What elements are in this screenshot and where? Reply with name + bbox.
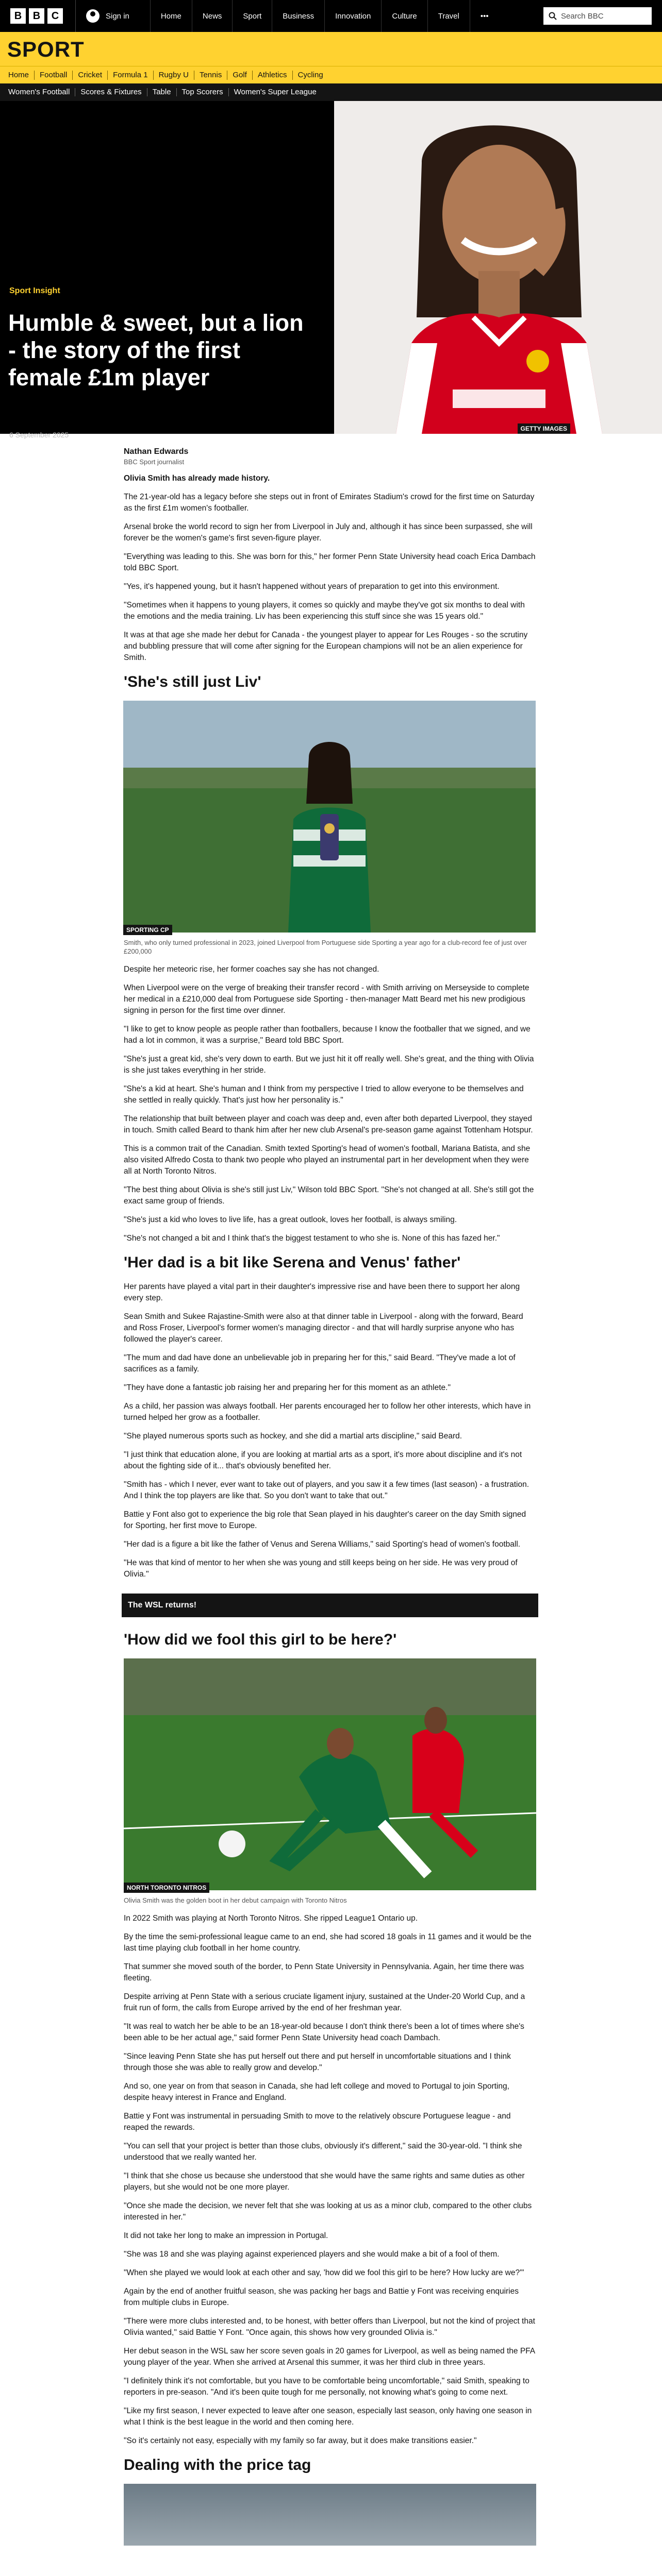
nav-business[interactable]: Business: [272, 0, 324, 32]
section1-paragraph: Despite her meteoric rise, her former coaches say she has not changed.: [124, 965, 379, 974]
sport-nav-formula1[interactable]: Formula 1: [113, 71, 154, 80]
section3-paragraph: In 2022 Smith was playing at North Toronto Nitros. She ripped League1 Ontario up.: [124, 1914, 418, 1923]
promo-label: The WSL returns!: [128, 1601, 197, 1609]
hero: [0, 101, 662, 439]
section2-paragraph: Sean Smith and Sukee Rajastine-Smith were also at that dinner table in Liverpool - along with the forward, Beard and Ross Froser, Liverpool's former women's managing director - and that will hardly surprise anyone who has followed the player's career.: [124, 1312, 523, 1344]
nav-more[interactable]: •••: [470, 0, 499, 32]
section2-paragraph: "I just think that education alone, if you are looking at martial arts as a sport, it's more about discipline and it's not about the fighting side of it... that's obviously benefited her.: [124, 1450, 522, 1470]
figure-caption: Smith, who only turned professional in 2023, joined Liverpool from Portuguese side Sporting a year ago for a club-record fee of just over £200,000: [124, 939, 527, 955]
hero-image-credit: GETTY IMAGES: [518, 423, 570, 434]
section3-paragraph: "When she played we would look at each other and say, 'how did we fool this girl to be here? How lucky are we?'": [124, 2268, 524, 2277]
sport-nav-tennis[interactable]: Tennis: [200, 71, 227, 80]
sign-in-label: Sign in: [106, 11, 129, 21]
section3-paragraph: "You can sell that your project is better than those clubs, obviously it's different," said the 30-year-old. "I think she understood that we really wanted her.: [124, 2142, 522, 2162]
sport-nav-rugby[interactable]: Rugby U: [159, 71, 194, 80]
sport-title[interactable]: SPORT: [7, 37, 85, 61]
section2-paragraph: "She played numerous sports such as hockey, and she did a martial arts discipline," said Beard.: [124, 1432, 462, 1440]
match-action-image: [124, 1658, 536, 1890]
nav-news[interactable]: News: [192, 0, 233, 32]
section3-paragraph: "I definitely think it's not comfortable, but you have to be comfortable being uncomfortable," said Smith, speaking to reporters in pre-season. "And it's been quite tough for me personally, not knowing what's going to come next.: [124, 2377, 529, 2397]
sport-nav-golf[interactable]: Golf: [233, 71, 253, 80]
subnav-wsl[interactable]: Women's Super League: [234, 88, 317, 96]
intro-paragraph: Arsenal broke the world record to sign her from Liverpool in July and, although it has since been surpassed, she will forever be the women's game's first seven-figure player.: [124, 522, 533, 543]
next-image-placeholder: [124, 2484, 536, 2546]
author-role: BBC Sport journalist: [124, 458, 185, 466]
hero-image: [334, 101, 662, 434]
intro-paragraph: It was at that age she made her debut for Canada - the youngest player to appear for Les Rouges - so the scrutiny and bubbling pressure that will come after signing for the European champions will not be an alien experience for Smith.: [124, 631, 528, 662]
bbc-logo[interactable]: B B C: [10, 8, 63, 24]
sport-nav-cycling[interactable]: Cycling: [297, 70, 323, 79]
section3-paragraph: By the time the semi-professional league came to an end, she had scored 18 goals in 11 games and it would be the last time playing club football in her home country.: [124, 1933, 532, 1953]
section3-paragraph: Her debut season in the WSL saw her score seven goals in 20 games for Liverpool, as well as being named the PFA young player of the year. When she arrived at Arsenal this summer, it was her third club in three years.: [124, 2347, 535, 2367]
section2-paragraph: "The mum and dad have done an unbelievable job in preparing her for this," said Beard. "They've made a lot of sacrifices as a family.: [124, 1353, 516, 1374]
nav-travel[interactable]: Travel: [427, 0, 470, 32]
player-holding-award-image: [123, 701, 536, 933]
player-portrait-illustration: [334, 101, 662, 434]
section3-paragraph: "She was 18 and she was playing against experienced players and she would make a bit of a fool of them.: [124, 2250, 500, 2259]
section-heading: 'Her dad is a bit like Serena and Venus' father': [124, 1254, 461, 1271]
section3-paragraph: That summer she moved south of the border, to Penn State University in Pennsylvania. Again, her time there was fleeting.: [124, 1962, 524, 1982]
section1-paragraph: The relationship that built between player and coach was deep and, even after both departed Liverpool, they stayed in touch. Smith called Beard to thank him after her new club Arsenal's pre-season game against Tottenham Hotspur.: [124, 1114, 533, 1134]
section3-paragraph: "There were more clubs interested and, to be honest, with better offers than Liverpool, but not the kind of project that Olivia wanted," said Battie Y Font. "Once again, this shows how very grounded Olivia is.": [124, 2317, 535, 2337]
section2-paragraph: Her parents have played a vital part in their daughter's impressive rise and have been there to support her along every step.: [124, 1282, 520, 1302]
section-heading: Dealing with the price tag: [124, 2456, 311, 2473]
section2-paragraph: "Her dad is a figure a bit like the father of Venus and Serena Williams," said Sporting's head of women's football.: [124, 1540, 521, 1549]
sport-nav-cricket[interactable]: Cricket: [78, 71, 108, 80]
section-heading: 'How did we fool this girl to be here?': [124, 1631, 397, 1648]
figure-caption: Olivia Smith was the golden boot in her debut campaign with Toronto Nitros: [124, 1896, 347, 1904]
author-name[interactable]: Nathan Edwards: [124, 447, 189, 456]
sport-nav-home[interactable]: Home: [8, 71, 35, 80]
subnav-top-scorers[interactable]: Top Scorers: [182, 88, 229, 96]
subnav-table[interactable]: Table: [153, 88, 177, 96]
section1-paragraph: "She's not changed a bit and I think that's the biggest testament to who she is. None of this has fazed her.": [124, 1234, 500, 1243]
search-box[interactable]: [543, 7, 652, 25]
search-placeholder: Search BBC: [561, 11, 604, 21]
section3-paragraph: Despite arriving at Penn State with a serious cruciate ligament injury, sustained at the Under-20 World Cup, and a fruit run of form, the calls from Europe arrived by the end of her freshman year.: [124, 1992, 525, 2012]
sport-nav-athletics[interactable]: Athletics: [258, 71, 293, 80]
section1-paragraph: "I like to get to know people as people rather than footballers, because I know the footballer that we signed, and we had a lot in common, it was a surprise," Beard told BBC Sport.: [124, 1025, 531, 1045]
figure-credit: SPORTING CP: [123, 925, 172, 935]
section1-paragraph: "She's just a kid who loves to live life, has a great outlook, loves her football, is always smiling.: [124, 1215, 457, 1224]
section3-paragraph: Again by the end of another fruitful season, she was packing her bags and Battie y Font was receiving enquiries from multiple clubs in Europe.: [124, 2287, 519, 2307]
section-heading: 'She's still just Liv': [124, 673, 261, 690]
main-nav: [150, 0, 499, 32]
section1-paragraph: When Liverpool were on the verge of breaking their transfer record - with Smith arriving on Merseyside to complete her medical in a £210,000 deal from Portuguese side Sporting - then-manager Matt Beard met his new prodigious signing in person for the first time over dinner.: [124, 984, 529, 1015]
subnav-scores-fixtures[interactable]: Scores & Fixtures: [80, 88, 147, 96]
section1-paragraph: This is a common trait of the Canadian. Smith texted Sporting's head of women's football, Mariana Batista, and she also visited Alfredo Costa to thank two people who played an instrumental part in her development when they were all at North Toronto Nitros.: [124, 1144, 531, 1176]
section3-paragraph: "Like my first season, I never expected to leave after one season, especially last season, only having one season in what I think is the best league in the world and then coming here.: [124, 2406, 532, 2427]
sport-nav-football[interactable]: Football: [40, 71, 73, 80]
nav-home[interactable]: Home: [150, 0, 192, 32]
user-icon: [86, 9, 100, 23]
section2-paragraph: "Smith has - which I never, ever want to take out of players, and you saw it a few times (last season) - a frustration. And I think the top players are like that. So you don't want to take that out.": [124, 1480, 529, 1500]
figure-credit: NORTH TORONTO NITROS: [124, 1883, 209, 1893]
article-body: [124, 447, 536, 2546]
section3-paragraph: "So it's certainly not easy, especially with my family so far away, but it does make transitions easier.": [124, 2436, 477, 2445]
subnav-womens-football[interactable]: Women's Football: [8, 88, 75, 96]
figure-sporting: [123, 701, 536, 935]
section1-paragraph: "She's just a great kid, she's very down to earth. But we just hit it off really well. She's great, and the thing with Olivia is she just takes everything in her stride.: [124, 1055, 534, 1075]
figure-nitros: [124, 1658, 536, 1893]
section3-paragraph: "Since leaving Penn State she has put herself out there and put herself in uncomfortable situations and I think through those she was able to really grow and develop.": [124, 2052, 511, 2072]
section1-paragraph: "She's a kid at heart. She's human and I think from my perspective I tried to allow everyone to be themselves and she settled in really quickly. That's just how her personality is.": [124, 1084, 524, 1105]
section2-paragraph: Battie y Font also got to experience the big role that Sean played in his daughter's career on the day Smith signed for Sporting, her first move to Europe.: [124, 1510, 526, 1530]
section3-paragraph: "Once she made the decision, we never felt that she was looking at us as a minor club, compared to the other clubs interested in her.": [124, 2201, 532, 2222]
nav-innovation[interactable]: Innovation: [324, 0, 381, 32]
section3-paragraph: And so, one year on from that season in Canada, she had left college and moved to Portugal to join Sporting, despite heavy interest in France and England.: [124, 2082, 509, 2102]
headline: Humble & sweet, but a lion - the story of the first female £1m player: [8, 310, 304, 391]
hero-kicker[interactable]: Sport Insight: [9, 286, 60, 295]
section1-paragraph: "The best thing about Olivia is she's still just Liv," Wilson told BBC Sport. "She's not changed at all. She's still got the exact same group of friends.: [124, 1185, 534, 1206]
section2-paragraph: "He was that kind of mentor to her when she was young and still keeps being on her side. He was very proud of Olivia.": [124, 1558, 518, 1579]
search-icon: [549, 12, 557, 20]
sport-header: [0, 32, 662, 66]
intro-paragraph: "Sometimes when it happens to young players, it comes so quickly and maybe they've got six months to deal with the emotions and the media training. Liv has been experiencing this stuff since she was 15 years old.": [124, 601, 525, 621]
section2-paragraph: "They have done a fantastic job raising her and preparing her for this moment as an athlete.": [124, 1383, 451, 1392]
nav-culture[interactable]: Culture: [381, 0, 427, 32]
sign-in-button[interactable]: [75, 0, 129, 32]
section3-paragraph: "It was real to watch her be able to be an 18-year-old because I don't think there's been a lot of times where she's been able to be her actual age," said former Penn State University head coach Dambach.: [124, 2022, 524, 2042]
promo-banner[interactable]: [122, 1594, 538, 1617]
bbc-masthead: [0, 0, 662, 32]
football-subnav: [0, 83, 662, 101]
section3-paragraph: Battie y Font was instrumental in persuading Smith to move to the relatively obscure Portuguese league - and reaped the rewards.: [124, 2112, 511, 2132]
publish-date: 6 September 2025: [9, 431, 69, 439]
intro-paragraph: The 21-year-old has a legacy before she steps out in front of Emirates Stadium's crowd for the first time on Saturday as the first £1m women's footballer.: [124, 493, 535, 513]
intro-paragraph: Olivia Smith has already made history.: [124, 474, 270, 483]
intro-paragraph: "Everything was leading to this. She was born for this," her former Penn State University head coach Erica Dambach told BBC Sport.: [124, 552, 536, 572]
section3-paragraph: It did not take her long to make an impression in Portugal.: [124, 2231, 328, 2240]
section2-paragraph: As a child, her passion was always football. Her parents encouraged her to follow her other interests, which have in turned helped her grow as a footballer.: [124, 1402, 531, 1422]
sport-nav: [0, 66, 662, 83]
section3-paragraph: "I think that she chose us because she understood that she would have the same rights and same duties as other players, but she would not be one more player.: [124, 2172, 525, 2192]
nav-sport[interactable]: Sport: [232, 0, 272, 32]
intro-paragraph: "Yes, it's happened young, but it hasn't happened without years of preparation to get into this environment.: [124, 582, 500, 591]
